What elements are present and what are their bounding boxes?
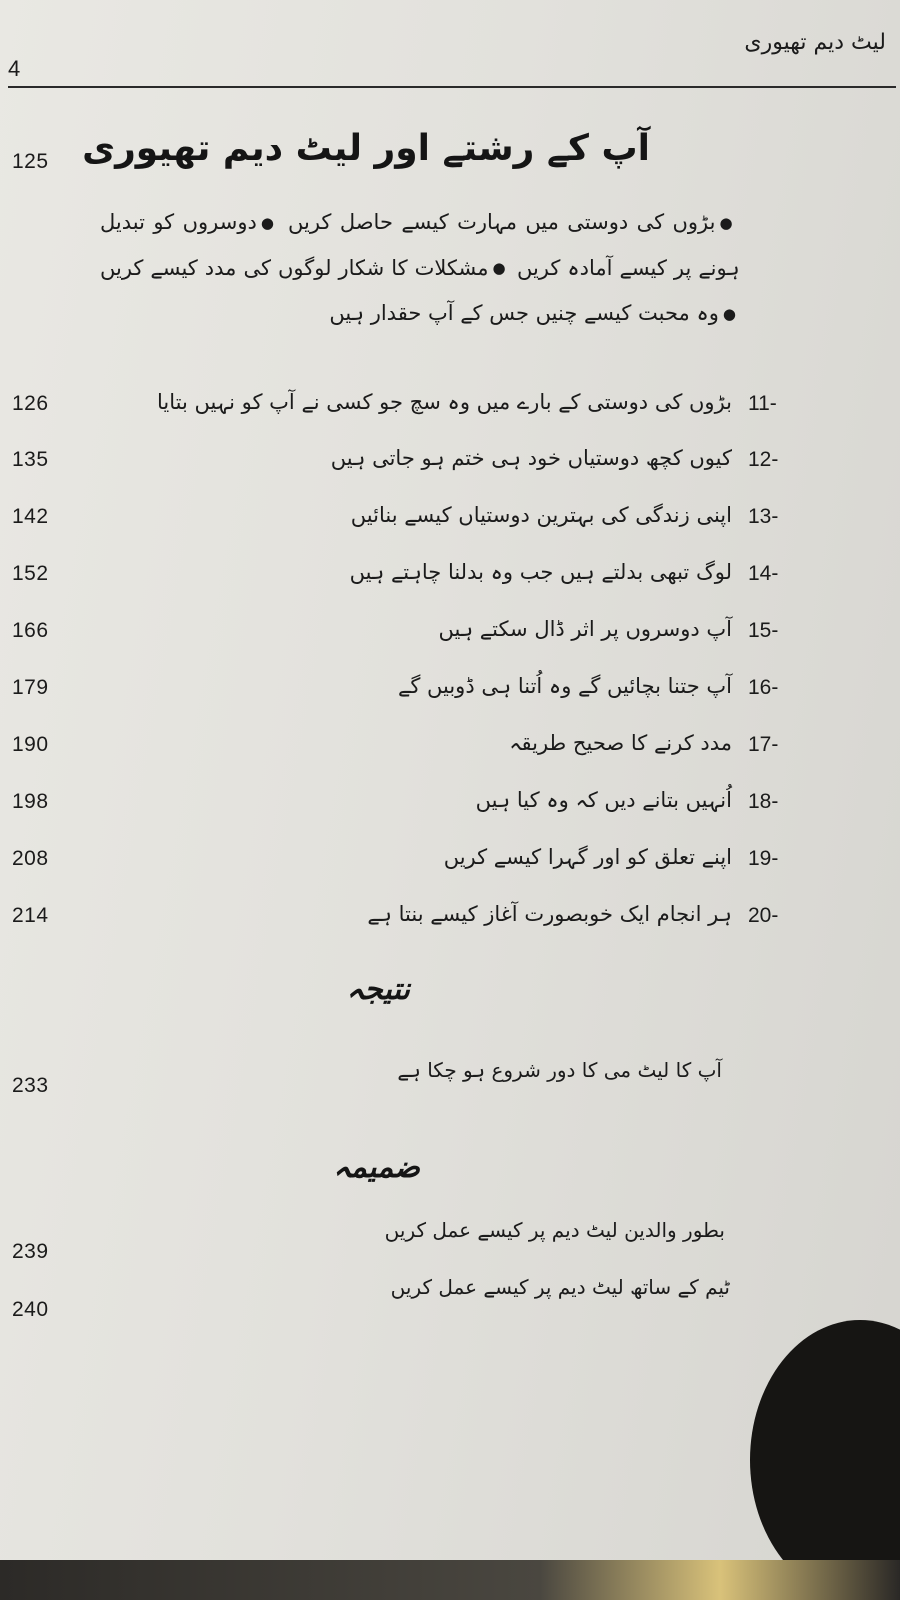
toc-chapter-number: 19- (748, 847, 779, 870)
bullet-icon: ● (722, 304, 736, 323)
conclusion-title: آپ کا لیٹ می کا دور شروع ہو چکا ہے (397, 1058, 722, 1082)
toc-title: اپنی زندگی کی بہترین دوستیاں کیسے بنائیں (350, 503, 732, 527)
intro-item: مشکلات کا شکار لوگوں کی مدد کیسے کریں (100, 255, 489, 280)
toc-page-number: 166 (12, 619, 49, 642)
toc-title: آپ دوسروں پر اثر ڈال سکتے ہیں (438, 617, 732, 641)
bullet-icon: ● (719, 213, 735, 232)
toc-chapter-number: 15- (748, 619, 779, 642)
toc-title: آپ جتنا بچائیں گے وہ اُتنا ہی ڈوبیں گے (398, 674, 732, 698)
toc-chapter-number: 17- (748, 733, 779, 756)
toc-chapter-number: 12- (748, 448, 779, 471)
table-edge (0, 1560, 900, 1600)
toc-chapter-number: 18- (748, 790, 779, 813)
toc-page-number: 152 (12, 562, 49, 585)
toc-page-number: 198 (12, 790, 49, 813)
toc-page-number: 208 (12, 847, 49, 870)
toc-page-number: 126 (12, 392, 49, 415)
intro-item: بڑوں کی دوستی میں مہارت کیسے حاصل کریں (288, 210, 716, 234)
toc-page-number: 142 (12, 505, 49, 528)
page-number: 4 (8, 56, 21, 81)
appendix-entry-title: بطور والدین لیٹ دیم پر کیسے عمل کریں (384, 1218, 725, 1242)
appendix-heading: ضمیمہ (333, 1150, 420, 1185)
appendix-entry-title: ٹیم کے ساتھ لیٹ دیم پر کیسے عمل کریں (390, 1275, 730, 1299)
appendix-page-number: 239 (12, 1240, 49, 1263)
toc-page-number: 214 (12, 904, 49, 927)
toc-chapter-number: 20- (748, 904, 779, 927)
toc-title: اُنہیں بتانے دیں کہ وہ کیا ہیں (475, 788, 732, 812)
bullet-icon: ● (492, 259, 506, 277)
part-page-number: 125 (12, 150, 49, 173)
toc-title: مدد کرنے کا صحیح طریقہ (509, 731, 732, 755)
toc-chapter-number: 11- (748, 392, 777, 415)
conclusion-heading: نتیجہ (346, 972, 410, 1007)
toc-page-number: 179 (12, 676, 49, 699)
part-title: آپ کے رشتے اور لیٹ دیم تھیوری (82, 128, 650, 169)
toc-chapter-number: 16- (748, 676, 779, 699)
toc-page-number: 190 (12, 733, 49, 756)
toc-title: لوگ تبھی بدلتے ہیں جب وہ بدلنا چاہتے ہیں (349, 560, 732, 584)
toc-title: بڑوں کی دوستی کے بارے میں وہ سچ جو کسی نے آپ کو نہیں بتایا (157, 390, 732, 414)
toc-chapter-number: 14- (748, 562, 779, 585)
intro-item: دوسروں کو تبدیل ہونے پر کیسے آمادہ کریں (100, 210, 740, 280)
header-rule (8, 86, 896, 88)
toc-chapter-number: 13- (748, 505, 779, 528)
toc-title: اپنے تعلق کو اور گہرا کیسے کریں (443, 845, 732, 869)
appendix-page-number: 240 (12, 1298, 49, 1321)
part-intro (100, 200, 740, 337)
toc-title: ہر انجام ایک خوبصورت آغاز کیسے بنتا ہے (367, 902, 732, 926)
toc-page-number: 135 (12, 448, 49, 471)
hand-shadow (750, 1320, 900, 1560)
toc-title: کیوں کچھ دوستیاں خود ہی ختم ہو جاتی ہیں (330, 446, 732, 470)
conclusion-page-number: 233 (12, 1074, 49, 1097)
running-header: لیٹ دیم تھیوری (744, 30, 886, 55)
bullet-icon: ● (260, 213, 276, 232)
intro-item: وہ محبت کیسے چنیں جس کے آپ حقدار ہیں (329, 301, 719, 325)
